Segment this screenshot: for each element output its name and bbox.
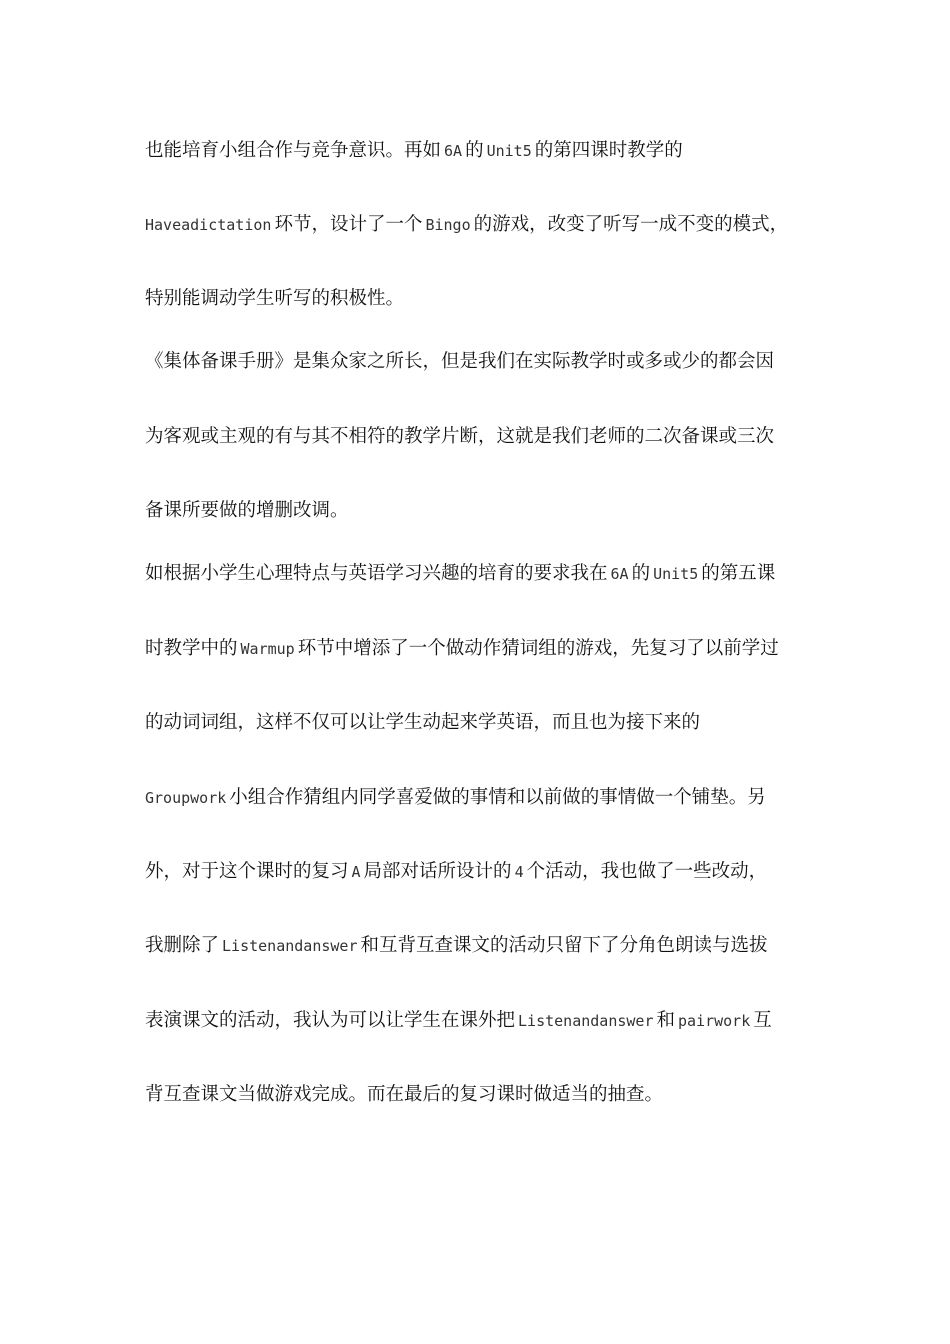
text-run: 环节，设计了一个: [274, 214, 423, 235]
text-run-latin: Warmup: [240, 640, 295, 658]
text-run: 的第五课: [701, 563, 776, 584]
text-line: [145, 210, 825, 240]
text-run-latin: Haveadictation: [145, 216, 272, 234]
text-run: 局部对话所设计的: [363, 861, 512, 882]
text-run-latin: Unit5: [486, 142, 532, 160]
text-run: 如根据小学生心理特点与英语学习兴趣的培育的要求我在: [145, 563, 608, 584]
text-run: 背互查课文当做游戏完成。而在最后的复习课时做适当的抽查。: [145, 1084, 664, 1105]
text-line: [145, 559, 825, 589]
text-run: 的游戏，改变了听写一成不变的模式，: [473, 214, 789, 235]
text-line: [145, 931, 825, 961]
text-run: 我删除了: [145, 935, 220, 956]
text-run: 和: [656, 1010, 675, 1031]
text-run: 的动词词组，这样不仅可以让学生动起来学英语，而且也为接下来的: [145, 712, 701, 733]
text-run: 《集体备课手册》是集众家之所长，但是我们在实际教学时或多或少的都会因: [145, 351, 775, 372]
text-run-latin: A: [351, 863, 361, 881]
text-run: 特别能调动学生听写的积极性。: [145, 288, 405, 309]
text-run-latin: Bingo: [425, 216, 471, 234]
text-run: 为客观或主观的有与其不相符的教学片断，这就是我们老师的二次备课或三次: [145, 426, 775, 447]
text-line: [145, 857, 825, 887]
text-run-latin: Listenandanswer: [518, 1012, 654, 1030]
text-run-latin: Groupwork: [145, 789, 227, 807]
text-line: [145, 1080, 825, 1110]
text-run: 和互背互查课文的活动只留下了分角色朗读与选拔: [360, 935, 768, 956]
text-run: 小组合作猜组内同学喜爱做的事情和以前做的事情做一个铺垫。另: [229, 787, 766, 808]
text-line: [145, 708, 825, 738]
text-run-latin: 6A: [610, 565, 629, 583]
text-run: 外，对于这个课时的复习: [145, 861, 349, 882]
text-run-latin: Listenandanswer: [222, 937, 358, 955]
text-line: [145, 136, 825, 166]
text-run: 的: [465, 140, 484, 161]
text-run-latin: 6A: [444, 142, 463, 160]
text-run: 环节中增添了一个做动作猜词组的游戏，先复习了以前学过: [297, 638, 779, 659]
text-run: 也能培育小组合作与竞争意识。再如: [145, 140, 442, 161]
text-line: [145, 783, 825, 813]
text-line: [145, 284, 825, 314]
text-line: [145, 422, 825, 452]
text-run: 互: [753, 1010, 772, 1031]
text-run-latin: 4: [514, 863, 524, 881]
text-run-latin: Unit5: [653, 565, 699, 583]
text-run: 表演课文的活动，我认为可以让学生在课外把: [145, 1010, 516, 1031]
text-run: 的第四课时教学的: [534, 140, 683, 161]
text-line: [145, 1006, 825, 1036]
text-line: [145, 634, 825, 664]
text-run-latin: pairwork: [678, 1012, 751, 1030]
text-run: 备课所要做的增删改调。: [145, 500, 349, 521]
text-line: [145, 347, 825, 377]
text-run: 个活动，我也做了一些改动，: [526, 861, 768, 882]
text-run: 的: [631, 563, 651, 584]
text-line: [145, 496, 825, 526]
text-run: 时教学中的: [145, 638, 238, 659]
